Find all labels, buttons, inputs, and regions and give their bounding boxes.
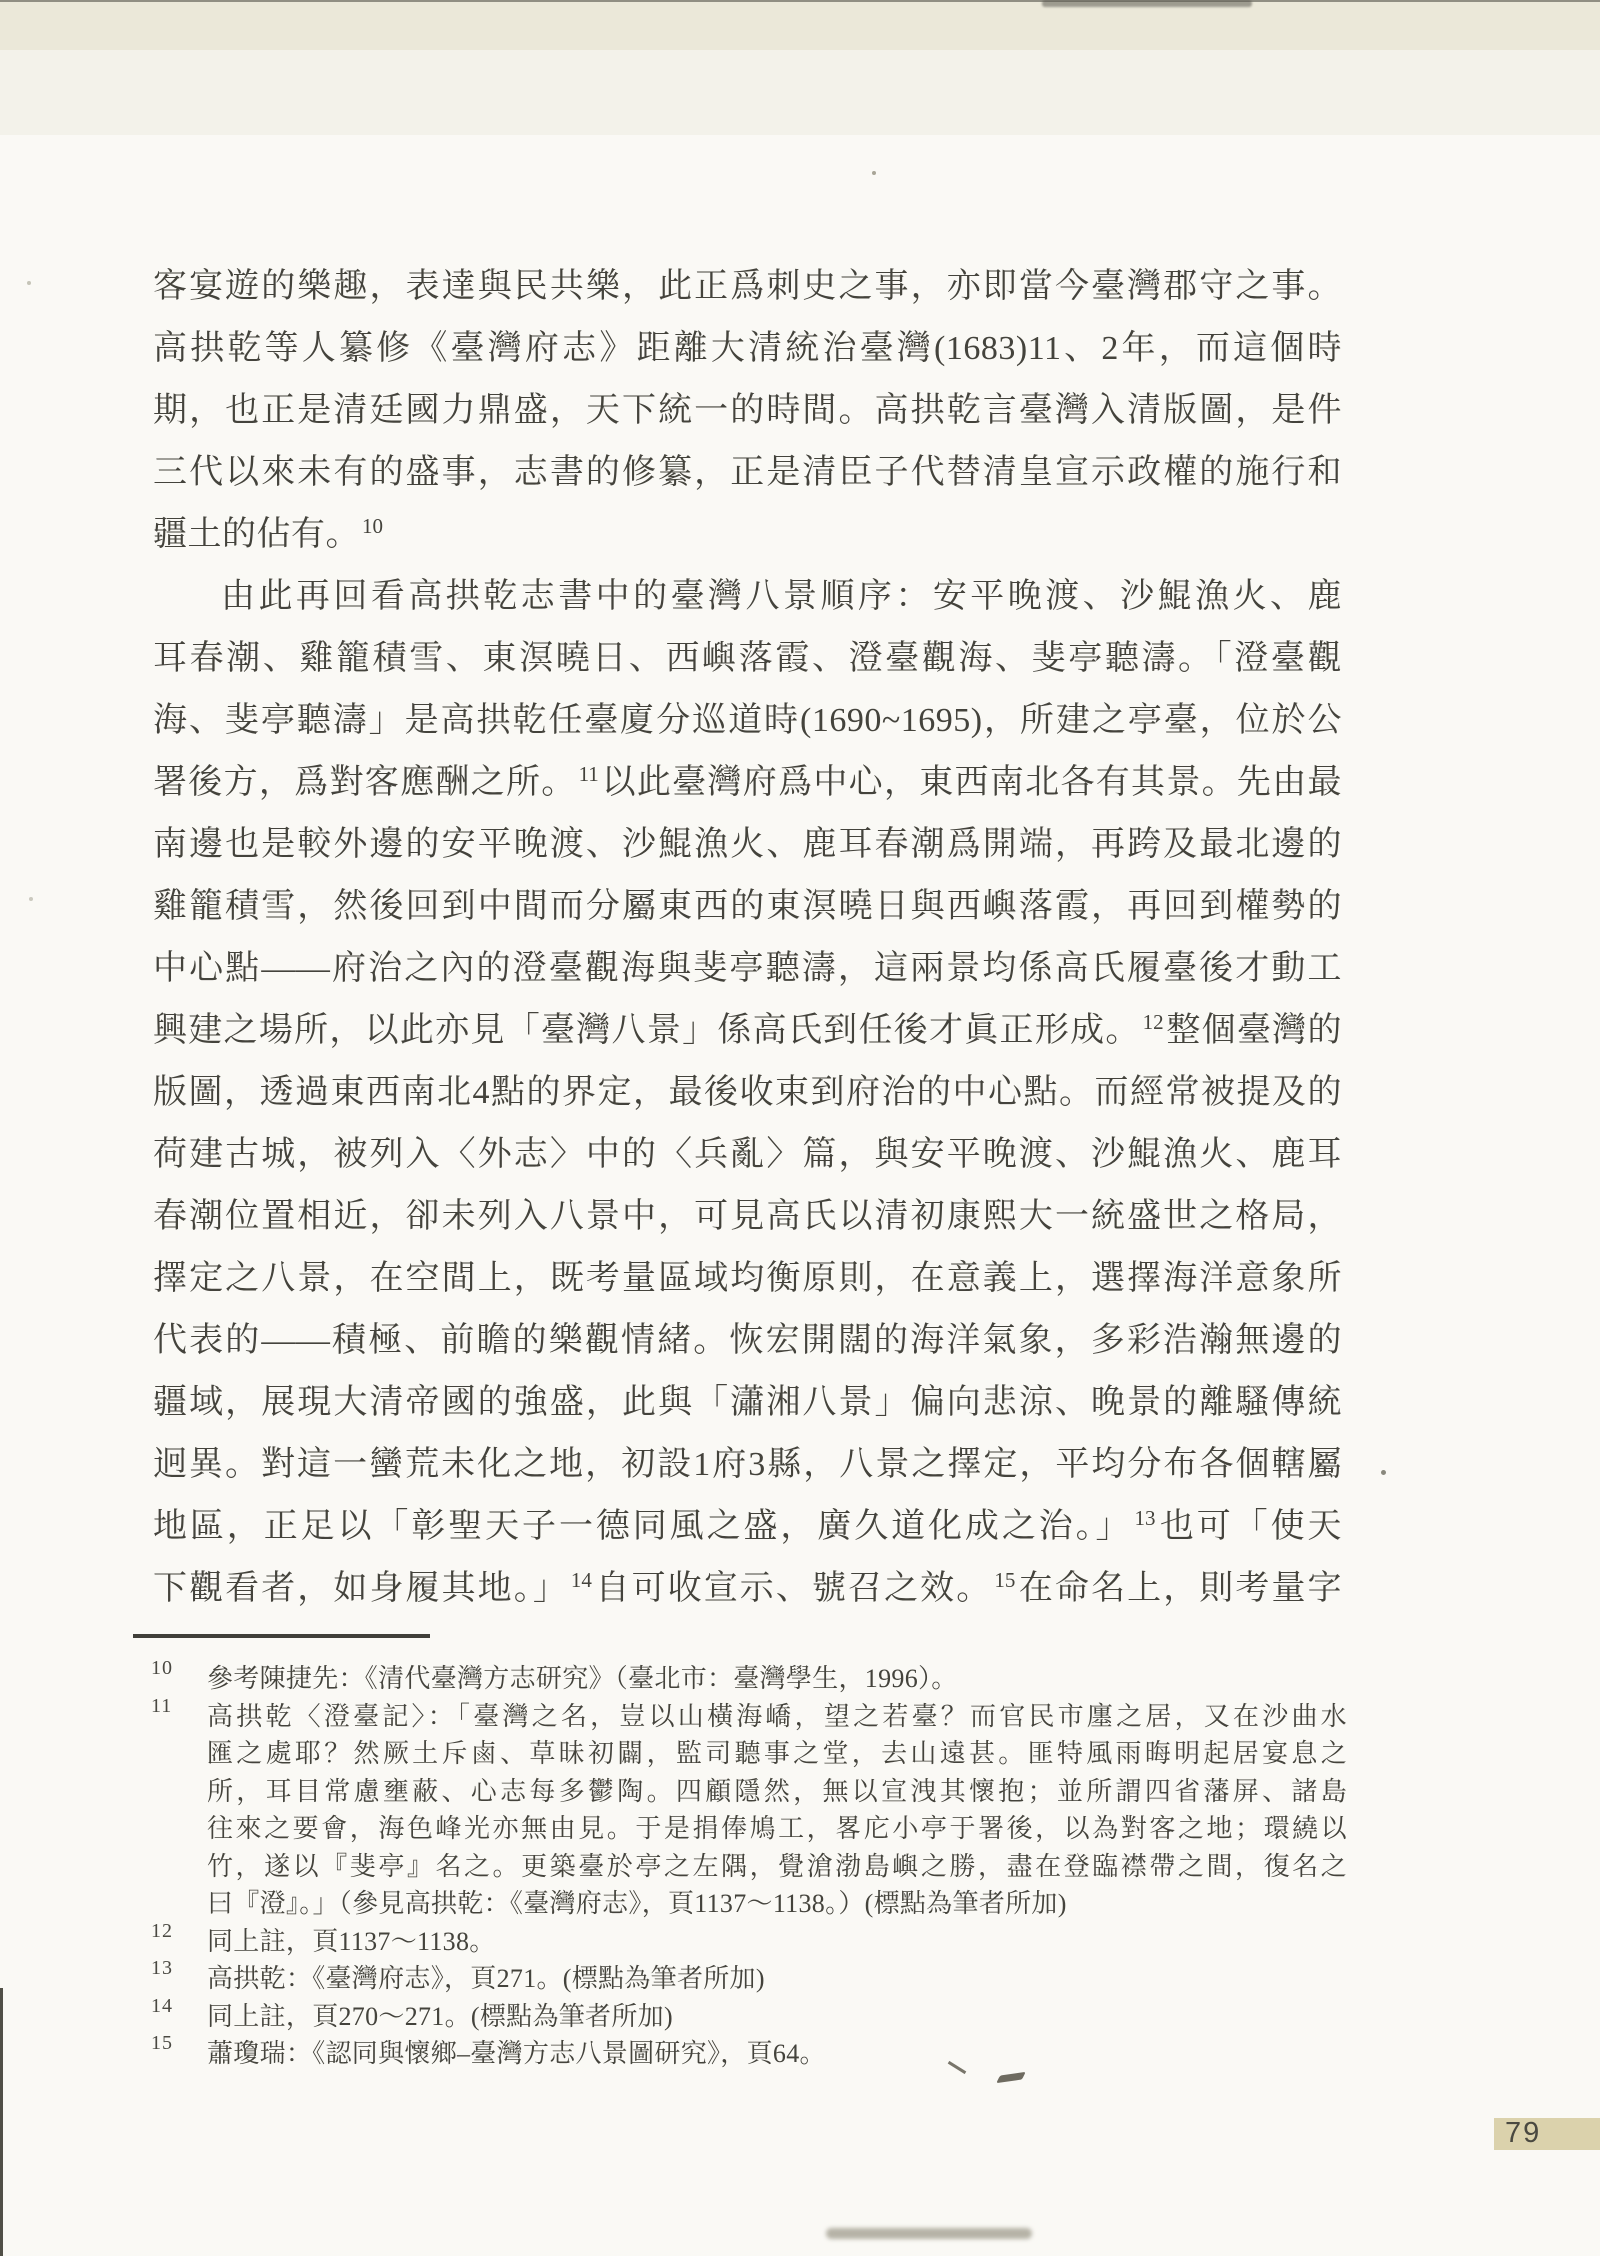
footnote-item: [151, 1694, 1347, 1923]
footnote-line: 同上註，頁270～271。(標點為筆者所加): [207, 2001, 673, 2031]
body-line: 擇定之八景，在空間上，既考量區域均衡原則，在意義上，選擇海洋意象所: [153, 1260, 1342, 1297]
footnote-line: 同上註，頁1137～1138。: [207, 1926, 496, 1956]
footnote-item: [151, 1919, 1347, 1961]
footnote-item: [151, 1957, 1347, 1998]
footnote-number: 15: [151, 2032, 173, 2054]
body-line: 疆域，展現大清帝國的強盛，此與「瀟湘八景」偏向悲涼、晚景的離騷傳統: [153, 1384, 1342, 1421]
footnote-ref: 10: [362, 514, 383, 538]
body-line: 三代以來未有的盛事，志書的修纂，正是清臣子代替清皇宣示政權的施行和: [153, 454, 1342, 491]
footnote-ref: 12: [1142, 1010, 1164, 1034]
scan-top-band: [0, 0, 1600, 50]
body-line: 荷建古城，被列入〈外志〉中的〈兵亂〉篇，與安平晚渡、沙鯤漁火、鹿耳: [153, 1136, 1342, 1173]
body-line: 疆土的佔有。$^{10}$: [153, 514, 383, 553]
scan-speck: [1381, 1470, 1386, 1475]
footnote-ref: 11: [578, 762, 599, 786]
footnote-item: [151, 1994, 1347, 2036]
footnote-line: 往來之要會，海色峰光亦無由見。于是捐俸鳩工，畧庀小亭于署後，以為對客之地；環繞以: [207, 1814, 1347, 1843]
body-line: 南邊也是較外邊的安平晚渡、沙鯤漁火、鹿耳春潮爲開端，再跨及最北邊的: [153, 826, 1342, 863]
footnote-line: 參考陳捷先：《清代臺灣方志研究》（臺北市：臺灣學生，1996）。: [207, 1664, 958, 1693]
footnote-ref: 14: [570, 1568, 592, 1592]
scan-top-smudge: [1042, 0, 1252, 7]
page-number-badge: [1494, 2118, 1600, 2150]
footnote-line: 高拱乾〈澄臺記〉：「臺灣之名，豈以山橫海嶠，望之若臺？而官民市廛之居，又在沙曲水: [207, 1701, 1347, 1731]
footnote-ref: 15: [994, 1568, 1016, 1592]
footnote-number: 10: [151, 1657, 173, 1679]
footnote-separator-rule: [133, 1634, 430, 1638]
scan-bottom-smudge: [826, 2228, 1032, 2239]
footnote-number: 12: [151, 1919, 173, 1942]
footnote-item: [151, 1657, 1347, 1698]
body-line: 下觀看者，如身履其地。」$^{14}$自可收宣示、號召之效。$^{15}$在命名上，則考量字: [153, 1568, 1343, 1607]
scan-upper-strip: [0, 50, 1600, 135]
body-line: 客宴遊的樂趣，表達與民共樂，此正爲刺史之事，亦即當今臺灣郡守之事。: [153, 268, 1342, 305]
scan-speck: [872, 171, 876, 175]
footnote-line: 竹，遂以『斐亭』名之。更築臺於亭之左隅，覺滄渤島嶼之勝，盡在登臨襟帶之間，復名之: [207, 1851, 1347, 1881]
footnote-line: 曰『澄』。」（參見高拱乾：《臺灣府志》，頁1137～1138。）(標點為筆者所加): [207, 1889, 1067, 1918]
body-line: 地區，正足以「彰聖天子一德同風之盛，廣久道化成之治。」$^{13}$也可「使天: [153, 1506, 1342, 1545]
scan-speck: [29, 897, 33, 901]
page-number: 79: [1505, 2117, 1542, 2149]
body-line: 春潮位置相近，卻未列入八景中，可見高氏以清初康熙大一統盛世之格局，: [153, 1198, 1342, 1235]
body-line: 雞籠積雪，然後回到中間而分屬東西的東溟曉日與西嶼落霞，再回到權勢的: [153, 888, 1342, 925]
footnote-ref: 13: [1134, 1506, 1156, 1530]
body-line: 中心點——府治之內的澄臺觀海與斐亭聽濤，這兩景均係高氏履臺後才動工: [153, 950, 1342, 987]
footnote-item: [151, 2032, 1347, 2073]
body-line: 海、斐亭聽濤」是高拱乾任臺廈分巡道時(1690~1695)，所建之亭臺，位於公: [153, 702, 1342, 739]
footnote-line: 蕭瓊瑞：《認同與懷鄉–臺灣方志八景圖研究》，頁64。: [207, 2039, 826, 2068]
body-text-block: [153, 256, 1342, 1620]
footnote-line: 高拱乾：《臺灣府志》，頁271。(標點為筆者所加): [207, 1964, 765, 1993]
footnote-number: 14: [151, 1994, 173, 2017]
scan-speck: [27, 281, 31, 285]
body-line: 版圖，透過東西南北4點的界定，最後收束到府治的中心點。而經常被提及的: [153, 1074, 1342, 1111]
footnote-line: 匯之處耶？然厥土斥鹵、草昧初闢，監司聽事之堂，去山遠甚。匪特風雨晦明起居宴息之: [207, 1739, 1347, 1768]
footnote-number: 13: [151, 1957, 173, 1979]
scan-left-edge-line: [0, 1988, 3, 2256]
scan-top-edge-line: [0, 0, 1600, 2]
footnote-line: 所，耳目常慮壅蔽、心志每多鬱陶。四顧隱然，無以宣洩其懷抱；並所謂四省藩屏、諸島: [207, 1776, 1347, 1806]
body-line: 迥異。對這一蠻荒未化之地，初設1府3縣，八景之擇定，平均分布各個轄屬: [153, 1446, 1342, 1483]
body-line: 署後方，爲對客應酬之所。$^{11}$以此臺灣府爲中心，東西南北各有其景。先由最: [153, 762, 1343, 801]
footnotes-block: [151, 1657, 1347, 2073]
body-line: 代表的——積極、前瞻的樂觀情緒。恢宏開闊的海洋氣象，多彩浩瀚無邊的: [153, 1322, 1342, 1359]
body-line: 興建之場所，以此亦見「臺灣八景」係高氏到任後才眞正形成。$^{12}$整個臺灣的: [153, 1010, 1343, 1049]
body-line: 期，也正是清廷國力鼎盛，天下統一的時間。高拱乾言臺灣入清版圖，是件: [153, 392, 1342, 429]
body-line: 耳春潮、雞籠積雪、東溟曉日、西嶼落霞、澄臺觀海、斐亭聽濤。「澄臺觀: [153, 640, 1342, 677]
footnote-number: 11: [151, 1694, 173, 1717]
scan-mark: [996, 2072, 1026, 2083]
body-line: 由此再回看高拱乾志書中的臺灣八景順序：安平晚渡、沙鯤漁火、鹿: [221, 578, 1342, 615]
body-line: 高拱乾等人纂修《臺灣府志》距離大清統治臺灣(1683)11、2年，而這個時: [153, 330, 1342, 367]
